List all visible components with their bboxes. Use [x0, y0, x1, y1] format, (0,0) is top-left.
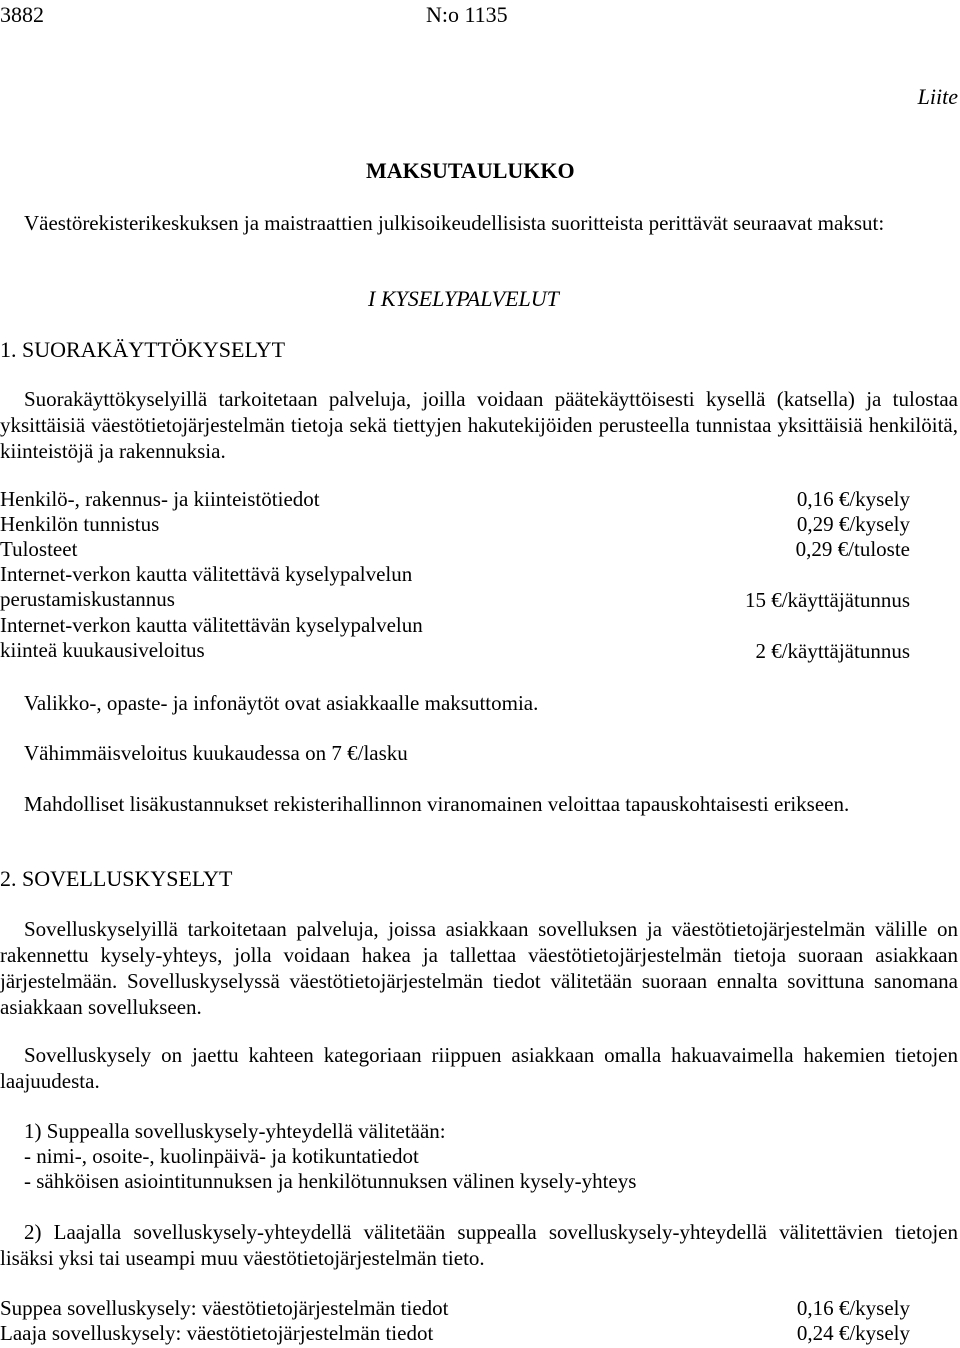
- section-heading: I KYSELYPALVELUT: [368, 286, 559, 311]
- fee-label: Internet-verkon kautta välitettävän kyselypalvelun kiinteä kuukausiveloitus: [0, 613, 423, 662]
- subsection-1-heading: 1. SUORAKÄYTTÖKYSELYT: [0, 337, 286, 362]
- fee-table-direct: [0, 487, 910, 664]
- fee-price: 15 €/käyttäjätunnus: [744, 588, 910, 612]
- fee-price: 0,29 €/kysely: [796, 512, 910, 536]
- fee-price: 0,29 €/tuloste: [795, 537, 910, 561]
- annex-label: Liite: [917, 84, 958, 109]
- page-number: 3882: [0, 2, 44, 27]
- note-extra-costs: Mahdolliset lisäkustannukset rekisterihallinnon viranomainen veloittaa tapauskohtaisesti erikseen.: [24, 792, 850, 816]
- document-title: MAKSUTAULUKKO: [366, 158, 575, 183]
- fee-row: [0, 487, 910, 512]
- fee-row: [0, 512, 910, 537]
- subsection-2-heading: 2. SOVELLUSKYSELYT: [0, 866, 233, 891]
- fee-row: [0, 613, 910, 664]
- fee-label: Laaja sovelluskysely: väestötietojärjestelmän tiedot: [0, 1321, 434, 1345]
- wide-query-text: 2) Laajalla sovelluskysely-yhteydellä välitetään suppealla sovelluskysely-yhteydellä välitettävien tietojen lisäksi yksi tai useampi muu väestötietojärjestelmän tieto.: [0, 1220, 958, 1270]
- subsection-1-description: Suorakäyttökyselyillä tarkoitetaan palveluja, joilla voidaan päätekäyttöisesti kysellä (katsella) ja tulostaa yksittäisiä väestötietojärjestelmän tietoja sekä tiettyjen hakutekijöiden perusteella tunnistaa yksittäisiä henkilöitä, kiinteistöjä ja rakennuksia.: [0, 387, 958, 463]
- fee-label: Internet-verkon kautta välitettävä kyselypalvelun perustamiskustannus: [0, 562, 413, 611]
- fee-label: Suppea sovelluskysely: väestötietojärjestelmän tiedot: [0, 1296, 449, 1320]
- list-item: - sähköisen asiointitunnuksen ja henkilötunnuksen välinen kysely-yhteys: [24, 1169, 637, 1193]
- intro-paragraph: Väestörekisterikeskuksen ja maistraattien julkisoikeudellisista suoritteista perittävät seuraavat maksut:: [24, 211, 885, 235]
- fee-price: 0,16 €/kysely: [796, 1296, 910, 1320]
- list-item: - nimi-, osoite-, kuolinpäivä- ja kotikuntatiedot: [24, 1144, 419, 1168]
- fee-price: 0,24 €/kysely: [796, 1321, 910, 1345]
- fee-price: 2 €/käyttäjätunnus: [755, 639, 910, 663]
- fee-label: Henkilön tunnistus: [0, 512, 160, 536]
- categories-intro: Sovelluskysely on jaettu kahteen kategoriaan riippuen asiakkaan omalla hakuavaimella hakemien tietojen laajuudesta.: [0, 1043, 958, 1093]
- fee-label: Henkilö-, rakennus- ja kiinteistötiedot: [0, 487, 320, 511]
- fee-price: 0,16 €/kysely: [796, 487, 910, 511]
- subsection-2-description: Sovelluskyselyillä tarkoitetaan palveluja, joissa asiakkaan sovelluksen ja väestötietojärjestelmän välille on rakennettu kysely-yhteys, jolla voidaan hakea ja tallettaa väestötietojärjestelmän tietoja suoraan asiakkaan järjestelmään. Sovelluskyselyssä väestötietojärjestelmän tiedot välitetään suoraan ennalta sovittuna sanomana asiakkaan sovellukseen.: [0, 917, 958, 1019]
- fee-row: [0, 562, 910, 613]
- fee-row: [0, 537, 910, 562]
- fee-label: Tulosteet: [0, 537, 78, 561]
- issue-number: N:o 1135: [426, 2, 508, 27]
- note-minimum-charge: Vähimmäisveloitus kuukaudessa on 7 €/lasku: [24, 741, 408, 765]
- narrow-query-heading: 1) Suppealla sovelluskysely-yhteydellä välitetään:: [24, 1119, 446, 1143]
- note-free-screens: Valikko-, opaste- ja infonäytöt ovat asiakkaalle maksuttomia.: [24, 691, 539, 715]
